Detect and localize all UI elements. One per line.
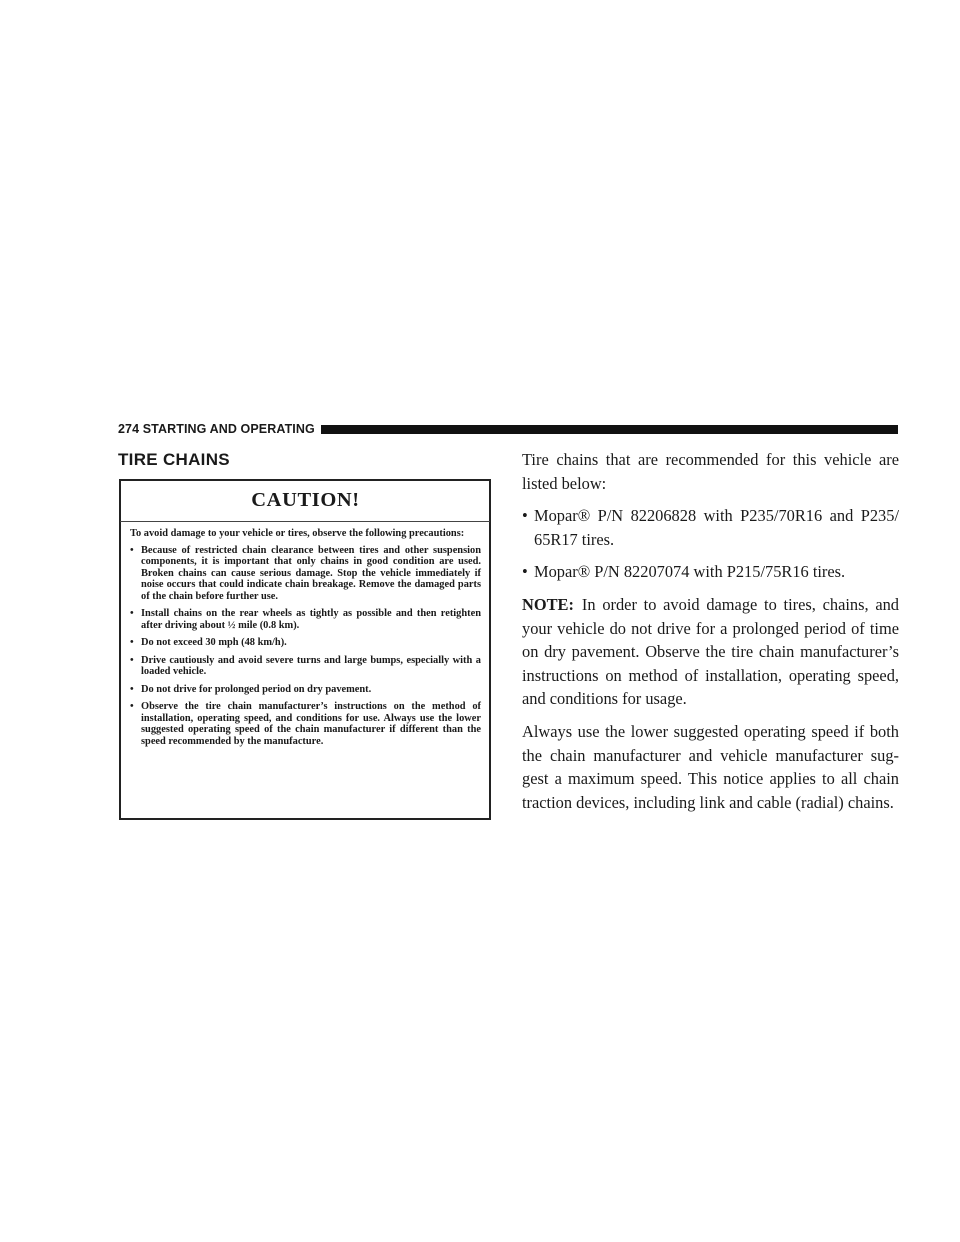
- page-number-and-section: 274 STARTING AND OPERATING: [118, 422, 315, 436]
- note-paragraph: [522, 593, 899, 711]
- caution-item: [130, 545, 481, 603]
- page-header: [118, 422, 898, 436]
- bullet-icon: •: [130, 608, 134, 619]
- note-label: NOTE:: [522, 594, 574, 614]
- chains-intro: Tire chains that are recommended for this vehicle are listed below:: [522, 450, 899, 493]
- bullet-icon: •: [130, 683, 134, 695]
- closing-paragraph: Always use the lower suggested operating speed if both the chain manufacturer and vehicle manufacturer sug- gest a maximum speed. This notice applies to all chain traction devices, including link and cable (radial) chains.: [522, 721, 899, 812]
- section-title: TIRE CHAINS: [118, 450, 230, 469]
- header-rule: [321, 425, 898, 434]
- caution-list: [130, 545, 481, 748]
- caution-item: [130, 701, 481, 747]
- caution-item: [130, 637, 481, 649]
- bullet-icon: •: [130, 544, 134, 556]
- bullet-icon: •: [522, 562, 528, 582]
- bullet-icon: •: [130, 654, 134, 666]
- caution-item-text: Do not drive for prolonged period on dry pavement.: [141, 683, 372, 695]
- bullet-icon: •: [522, 506, 528, 526]
- caution-intro: To avoid damage to your vehicle or tires, observe the following precautions:: [130, 528, 465, 539]
- body-column: [522, 448, 899, 823]
- note-text: In order to avoid damage to tires, chains, and your vehicle do not drive for a prolonged period of time on dry pavement. Observe the tire chain manufacturer’s instructions on method of installation, operating speed, and conditions for usage.: [522, 594, 899, 709]
- caution-divider: [120, 521, 490, 522]
- caution-item-text: Install chains on the rear wheels as tightly as possible and then retighten after driving about ½ mile (0.8 km).: [141, 608, 481, 631]
- recommended-chains-list: [522, 504, 899, 584]
- chain-list-item: [522, 560, 899, 584]
- caution-item-text: Because of restricted chain clearance between tires and other suspension components, it is important that only chains in good condition are used. Broken chains can cause serious damage. Stop the vehicle immediately if noise occurs that could indicate chain breakage. Remove the damaged parts of the chain before further use.: [141, 544, 481, 602]
- caution-box: [119, 479, 491, 820]
- caution-item-text: Observe the tire chain manufacturer’s instructions on the method of installation, operating speed, and conditions for use. Always use the lower suggested operating speed of the chain manufacturer if different than the speed recommended by the manufacture.: [141, 701, 481, 747]
- caution-item: [130, 684, 481, 696]
- caution-item: [130, 608, 481, 631]
- caution-item-text: Drive cautiously and avoid severe turns and large bumps, especially with a loaded vehicle.: [141, 654, 481, 677]
- bullet-icon: •: [130, 701, 134, 712]
- bullet-icon: •: [130, 637, 134, 648]
- chain-list-item-text: Mopar® P/N 82206828 with P235/70R16 and P235/ 65R17 tires.: [534, 506, 899, 549]
- caution-item-text: Do not exceed 30 mph (48 km/h).: [141, 637, 287, 648]
- caution-item: [130, 655, 481, 678]
- chain-list-item: [522, 504, 899, 551]
- caution-heading: CAUTION!: [251, 489, 360, 511]
- chain-list-item-text: Mopar® P/N 82207074 with P215/75R16 tires.: [534, 562, 846, 582]
